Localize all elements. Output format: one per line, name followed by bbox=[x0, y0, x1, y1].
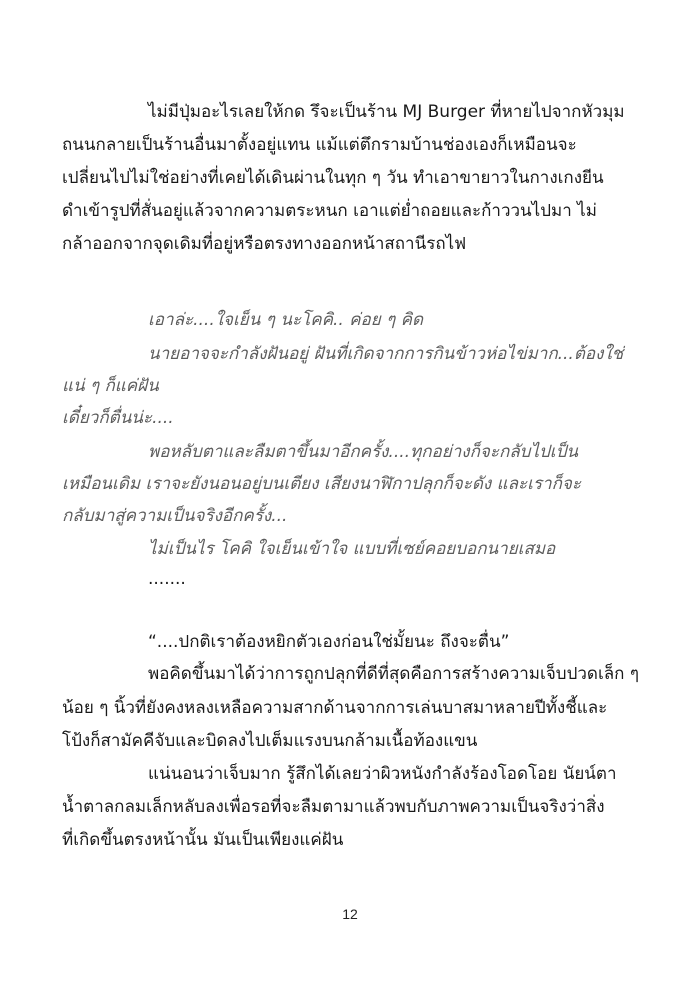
inner-thought-line: ไม่เป็นไร โคคิ ใจเย็นเข้าใจ แบบที่เซย์คอยบอกนายเสมอ bbox=[148, 539, 556, 559]
paragraph-2-line: พอคิดขึ้นมาได้ว่าการถูกปลุกที่ดีที่สุดคือการสร้างความเจ็บปวดเล็ก ๆ bbox=[148, 664, 639, 684]
inner-thought-line: พอหลับตาและลืมตาขึ้นมาอีกครั้ง....ทุกอย่างก็จะกลับไปเป็น bbox=[148, 442, 579, 462]
paragraph-3-line: แน่นอนว่าเจ็บมาก รู้สึกได้เลยว่าผิวหนังกำลังร้องโอดโอย นัยน์ตา bbox=[148, 764, 617, 784]
paragraph-1-line: กล้าออกจากจุดเดิมที่อยู่หรือตรงทางออกหน้าสถานีรถไฟ bbox=[62, 234, 467, 254]
paragraph-1-line: ดำเข้ารูปที่สั่นอยู่แล้วจากความตระหนก เอาแต่ย่ำถอยและก้าววนไปมา ไม่ bbox=[62, 201, 597, 221]
paragraph-3-line: น้ำตาลกลมเล็กหลับลงเพื่อรอที่จะลืมตามาแล้วพบกับภาพความเป็นจริงว่าสิ่ง bbox=[62, 797, 605, 817]
dialogue-line: “....ปกติเราต้องหยิกตัวเองก่อนใช่มั้ยนะ ถึงจะตื่น” bbox=[148, 632, 510, 652]
paragraph-2-line: โป้งก็สามัคคีจับและบิดลงไปเต็มแรงบนกล้ามเนื้อท้องแขน bbox=[62, 731, 478, 751]
inner-thought-line: เอาล่ะ....ใจเย็น ๆ นะโคคิ.. ค่อย ๆ คิด bbox=[148, 310, 424, 330]
inner-thought-line: เดี๋ยวก็ตื่นน่ะ.... bbox=[62, 408, 174, 428]
ellipsis: ....... bbox=[148, 569, 186, 589]
paragraph-3-line: ที่เกิดขึ้นตรงหน้านั้น มันเป็นเพียงแค่ฝัน bbox=[62, 830, 344, 850]
paragraph-1-line: ไม่มีปุ่มอะไรเลยให้กด รึจะเป็นร้าน MJ Burger ที่หายไปจากหัวมุม bbox=[148, 102, 625, 122]
paragraph-1-line: ถนนกลายเป็นร้านอื่นมาตั้งอยู่แทน แม้แต่ตึกรามบ้านช่องเองก็เหมือนจะ bbox=[62, 135, 577, 155]
inner-thought-line: เหมือนเดิม เราจะยังนอนอยู่บนเตียง เสียงนาฬิกาปลุกก็จะดัง และเราก็จะ bbox=[62, 474, 581, 494]
page-number: 12 bbox=[342, 906, 358, 922]
inner-thought-line: นายอาจจะกำลังฝันอยู่ ฝันที่เกิดจากการกินข้าวห่อไข่มาก...ต้องใช่ bbox=[148, 344, 624, 364]
paragraph-2-line: น้อย ๆ นิ้วที่ยังคงหลงเหลือความสากด้านจากการเล่นบาสมาหลายปีทั้งชี้และ bbox=[62, 698, 608, 718]
paragraph-1-line: เปลี่ยนไปไม่ใช่อย่างที่เคยได้เดินผ่านในทุก ๆ วัน ทำเอาขายาวในกางเกงยีน bbox=[62, 168, 604, 188]
inner-thought-line: กลับมาสู่ความเป็นจริงอีกครั้ง... bbox=[62, 506, 288, 526]
inner-thought-line: แน่ ๆ ก็แค่ฝัน bbox=[62, 376, 159, 396]
